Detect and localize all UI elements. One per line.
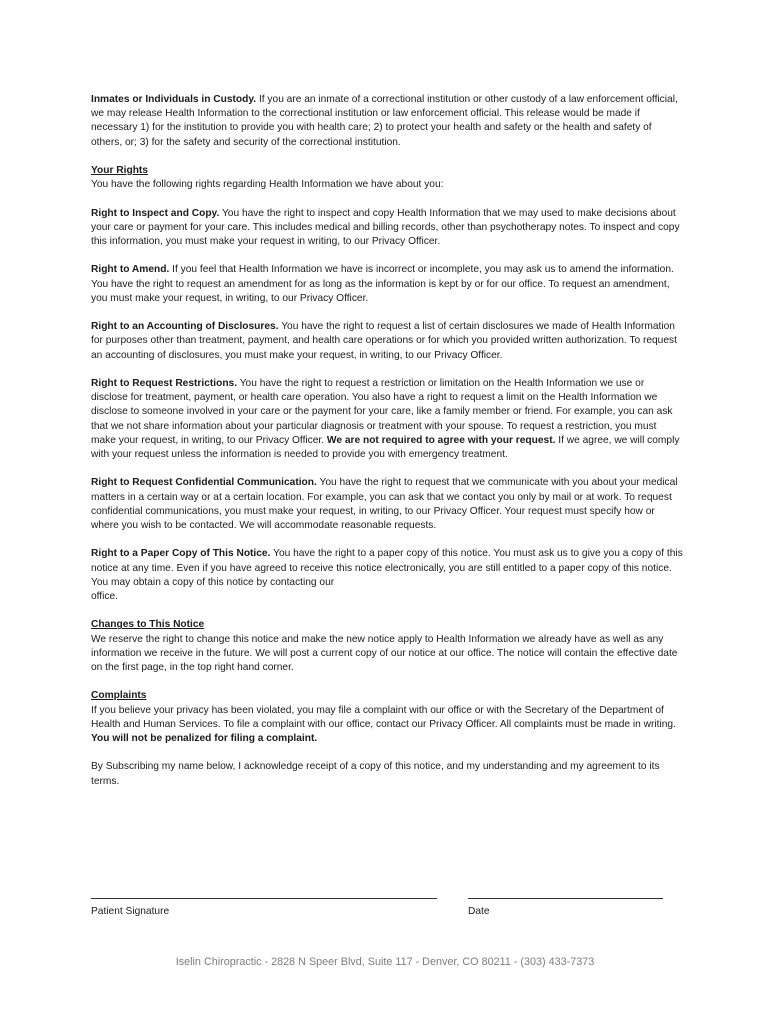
accounting-text: You have the right to request a list of certain disclosures we made of Health Information for purposes other than treatment, payment, and health care operations or for which you provided written authorization. To request an accounting of disclosures, you must make your request, in writing, to our Privacy Officer.	[91, 321, 677, 361]
your-rights-intro: You have the following rights regarding Health Information we have about you:	[91, 179, 444, 191]
restrictions-bold: We are not required to agree with your request.	[326, 434, 556, 446]
paper-copy-title: Right to a Paper Copy of This Notice.	[91, 548, 271, 560]
amend-title: Right to Amend.	[91, 264, 170, 276]
confidential-paragraph	[91, 476, 683, 533]
changes-heading: Changes to This Notice	[91, 619, 205, 631]
signature-block	[91, 892, 683, 922]
changes-text: We reserve the right to change this notice and make the new notice apply to Health Information we already have as well as any information we receive in the future. We will post a current copy of our notice at our office. The notice will contain the effective date on the first page, in the top right hand corner.	[91, 633, 678, 673]
paper-copy-text2: office.	[91, 591, 118, 602]
acknowledge-paragraph: By Subscribing my name below, I acknowledge receipt of a copy of this notice, and my understanding and my agreement to its terms.	[91, 761, 660, 787]
notice-body	[91, 93, 683, 803]
confidential-title: Right to Request Confidential Communication.	[91, 477, 317, 489]
complaints-heading: Complaints	[91, 690, 147, 702]
restrictions-text2: If we agree, we will comply with your request unless the information is needed to provide you with emergency treatment.	[91, 434, 680, 460]
accounting-paragraph	[91, 320, 683, 363]
inmates-text: If you are an inmate of a correctional institution or other custody of a law enforcement official, we may release Health Information to the correctional institution or law enforcement official. This release would be made if necessary 1) for the institution to provide you with health care; 2) to protect your health and safety or the health and safety of others, or; 3) for the safety and security of the correctional institution.	[91, 94, 678, 148]
complaints-section	[91, 689, 683, 746]
confidential-text: You have the right to request that we communicate with you about your medical matters in a certain way or at a certain location. For example, you can ask that we contact you only by mail or at work. To request confidential communications, you must make your request, in writing, to our Privacy Officer. Your request must specify how or where you wish to be contacted. We will accommodate reasonable requests.	[91, 477, 678, 531]
complaints-text: If you believe your privacy has been violated, you may file a complaint with our office or with the Secretary of the Department of Health and Human Services. To file a complaint with our office, contact our Privacy Officer. All complaints must be made in writing.	[91, 704, 676, 730]
date-label: Date	[468, 906, 490, 917]
footer-address: Iselin Chiropractic - 2828 N Speer Blvd, Suite 117 - Denver, CO 80211 - (303) 433-7373	[175, 956, 595, 968]
accounting-title: Right to an Accounting of Disclosures.	[91, 321, 279, 333]
changes-section	[91, 618, 683, 675]
restrictions-text: You have the right to request a restriction or limitation on the Health Information we use or disclose for treatment, payment, or health care operation. You also have a right to request a limit on the Health Information we disclose to someone involved in your care or the payment for your care, like a family member or friend. For example, you can ask that we not share information about your particular diagnosis or treatment with your spouse. To request a restriction, you must make your request, in writing, to our Privacy Officer.	[91, 377, 673, 446]
patient-signature-line[interactable]	[91, 898, 437, 899]
restrictions-title: Right to Request Restrictions.	[91, 377, 238, 389]
your-rights-section	[91, 164, 683, 192]
inspect-text: You have the right to inspect and copy Health Information that we may used to make decisions about your care or payment for your care. This includes medical and billing records, other than psychotherapy notes. To inspect and copy this information, you must make your request in writing, to our Privacy Officer.	[91, 207, 680, 247]
patient-signature-label: Patient Signature	[91, 906, 170, 917]
paper-copy-text: You have the right to a paper copy of this notice. You must ask us to give you a copy of this notice at any time. Even if you have agreed to receive this notice electronically, you are still entitled to a paper copy of this notice. You may obtain a copy of this notice by contacting our	[91, 548, 683, 588]
complaints-bold: You will not be penalized for filing a complaint.	[91, 733, 318, 744]
inspect-paragraph	[91, 207, 683, 250]
amend-text: If you feel that Health Information we have is incorrect or incomplete, you may ask us to amend the information. You have the right to request an amendment for as long as the information is kept by or for our office. To request an amendment, you must make your request, in writing, to our Privacy Officer.	[91, 264, 674, 304]
your-rights-heading: Your Rights	[91, 165, 148, 176]
amend-paragraph	[91, 263, 683, 306]
restrictions-paragraph	[91, 377, 683, 462]
inmates-title: Inmates or Individuals in Custody.	[91, 94, 257, 105]
inmates-paragraph	[91, 93, 683, 150]
paper-copy-paragraph	[91, 547, 683, 604]
inspect-title: Right to Inspect and Copy.	[91, 207, 220, 219]
date-line[interactable]	[468, 898, 663, 899]
